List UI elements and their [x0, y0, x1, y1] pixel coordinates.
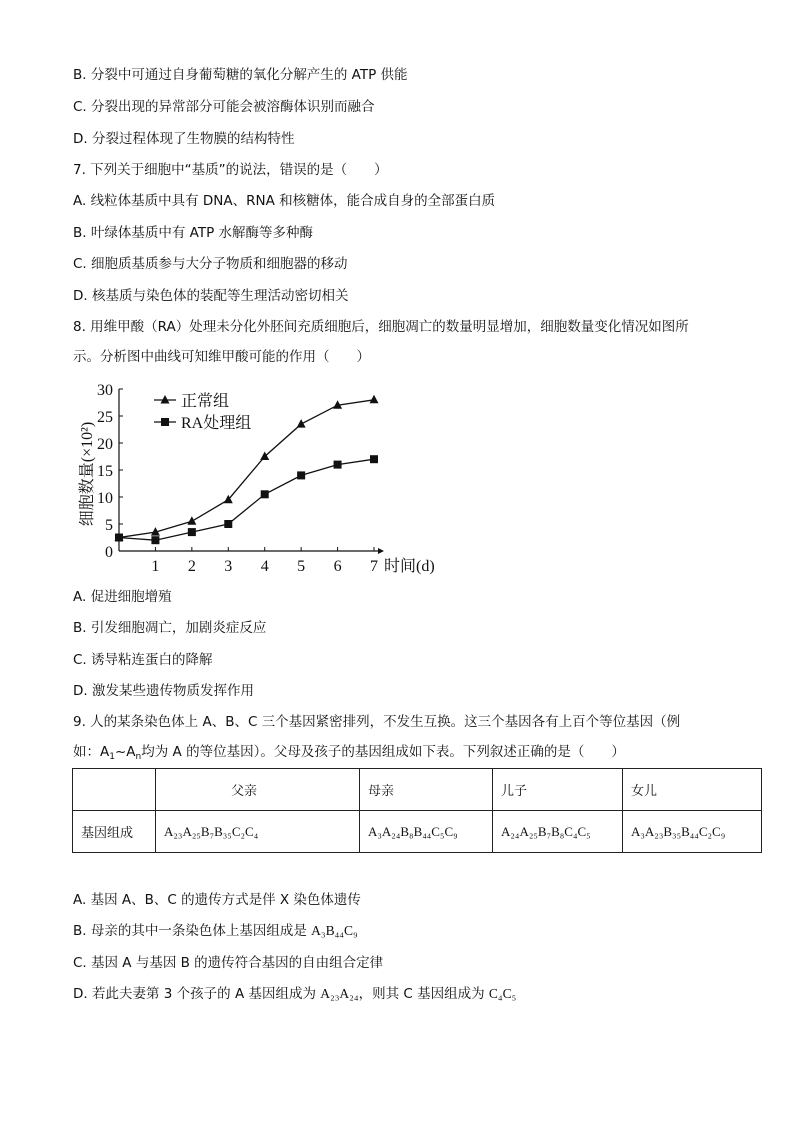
table-header-cell: 父亲: [156, 769, 360, 811]
data-point-triangle: [297, 419, 306, 428]
q8-option-d: D. 激发某些遗传物质发挥作用: [73, 683, 254, 699]
x-axis-label: 时间(d): [384, 558, 435, 575]
q8-stem-line1: 8. 用维甲酸（RA）处理未分化外胚间充质细胞后，细胞凋亡的数量明显增加，细胞数量变化情况如图所: [73, 319, 689, 335]
series-line: [119, 459, 374, 540]
x-tick-label: 6: [333, 558, 342, 575]
data-point-square: [297, 471, 305, 479]
y-tick-label: 0: [105, 544, 113, 561]
data-point-square: [370, 455, 378, 463]
q7-option-a: A. 线粒体基质中具有 DNA、RNA 和核糖体，能合成自身的全部蛋白质: [73, 193, 496, 209]
data-point-square: [151, 536, 159, 544]
data-point-triangle: [370, 395, 379, 404]
x-tick-label: 7: [370, 558, 378, 575]
q8-stem-line2: 示。分析图中曲线可知维甲酸可能的作用（ ）: [73, 349, 370, 365]
data-point-triangle: [260, 452, 269, 461]
table-header-cell: 母亲: [360, 769, 493, 811]
data-point-square: [261, 490, 269, 498]
data-point-square: [334, 461, 342, 469]
y-tick-label: 25: [97, 409, 113, 426]
y-axis-label: 细胞数量(×10²): [79, 421, 96, 527]
q9-option-d: D. 若此夫妻第 3 个孩子的 A 基因组成为 A₂₃A₂₄，则其 C 基因组成为 C₄C₅: [73, 986, 517, 1002]
q9-stem-line1: 9. 人的某条染色体上 A、B、C 三个基因紧密排列，不发生互换。这三个基因各有上百个等位基因（例: [73, 714, 681, 730]
table-header-cell: 儿子: [493, 769, 623, 811]
plot-area: [78, 382, 435, 575]
q7-stem: 7. 下列关于细胞中“基质”的说法，错误的是（ ）: [73, 162, 388, 178]
x-tick-label: 3: [224, 558, 233, 575]
q6-option-c: C. 分裂出现的异常部分可能会被溶酶体识别而融合: [73, 99, 375, 115]
table-row: [73, 811, 762, 853]
table-cell-mother: A₃A₂₄B₈B₄₄C₅C₉: [360, 811, 493, 853]
cell-count-chart: [70, 378, 450, 583]
q9-stem-line2: 如：$A_1\sim A_n$均为 A 的等位基因）。父母及孩子的基因组成如下表。下列叙述正确的是（ ）: [73, 744, 625, 762]
x-tick-label: 4: [260, 558, 269, 575]
table-header-cell: 女儿: [623, 769, 762, 811]
data-point-square: [188, 528, 196, 536]
q9-option-c: C. 基因 A 与基因 B 的遗传符合基因的自由组合定律: [73, 955, 384, 971]
data-point-square: [115, 534, 123, 542]
q7-option-d: D. 核基质与染色体的装配等生理活动密切相关: [73, 288, 349, 304]
y-tick-label: 30: [97, 382, 113, 399]
q9-option-b: B. 母亲的其中一条染色体上基因组成是 A₃B₄₄C₉: [73, 923, 358, 939]
x-tick-label: 2: [187, 558, 196, 575]
x-tick-label: 1: [151, 558, 160, 575]
data-point-square: [224, 520, 232, 528]
q6-option-b: B. 分裂中可通过自身葡萄糖的氧化分解产生的 ATP 供能: [73, 67, 408, 83]
legend-label: 正常组: [181, 393, 230, 410]
legend-label: RA处理组: [181, 415, 252, 432]
q6-option-d: D. 分裂过程体现了生物膜的结构特性: [73, 131, 295, 147]
q8-option-c: C. 诱导粘连蛋白的降解: [73, 652, 213, 668]
data-point-triangle: [187, 516, 196, 525]
table-header-cell: [73, 769, 156, 811]
y-tick-label: 15: [97, 463, 113, 480]
q8-option-b: B. 引发细胞凋亡，加剧炎症反应: [73, 620, 267, 636]
legend-marker-square: [161, 418, 169, 426]
y-tick-label: 20: [97, 436, 113, 453]
table-row-label: 基因组成: [73, 811, 156, 853]
table-cell-daughter: A₃A₂₃B₃₅B₄₄C₂C₉: [623, 811, 762, 853]
y-tick-label: 5: [105, 517, 113, 534]
q7-option-b: B. 叶绿体基质中有 ATP 水解酶等多种酶: [73, 225, 314, 241]
x-tick-label: 5: [297, 558, 306, 575]
table-header-row: [73, 769, 762, 811]
table-cell-son: A₂₄A₂₅B₇B₈C₄C₅: [493, 811, 623, 853]
q8-option-a: A. 促进细胞增殖: [73, 589, 172, 605]
q7-option-c: C. 细胞质基质参与大分子物质和细胞器的移动: [73, 256, 348, 272]
q9-option-a: A. 基因 A、B、C 的遗传方式是伴 X 染色体遗传: [73, 892, 361, 908]
x-axis-arrow: [378, 548, 384, 554]
y-tick-label: 10: [97, 490, 113, 507]
legend-marker-triangle: [161, 395, 170, 404]
table-cell-father: A₂₃A₂₅B₇B₃₅C₂C₄: [156, 811, 360, 853]
gene-table: [72, 768, 762, 853]
